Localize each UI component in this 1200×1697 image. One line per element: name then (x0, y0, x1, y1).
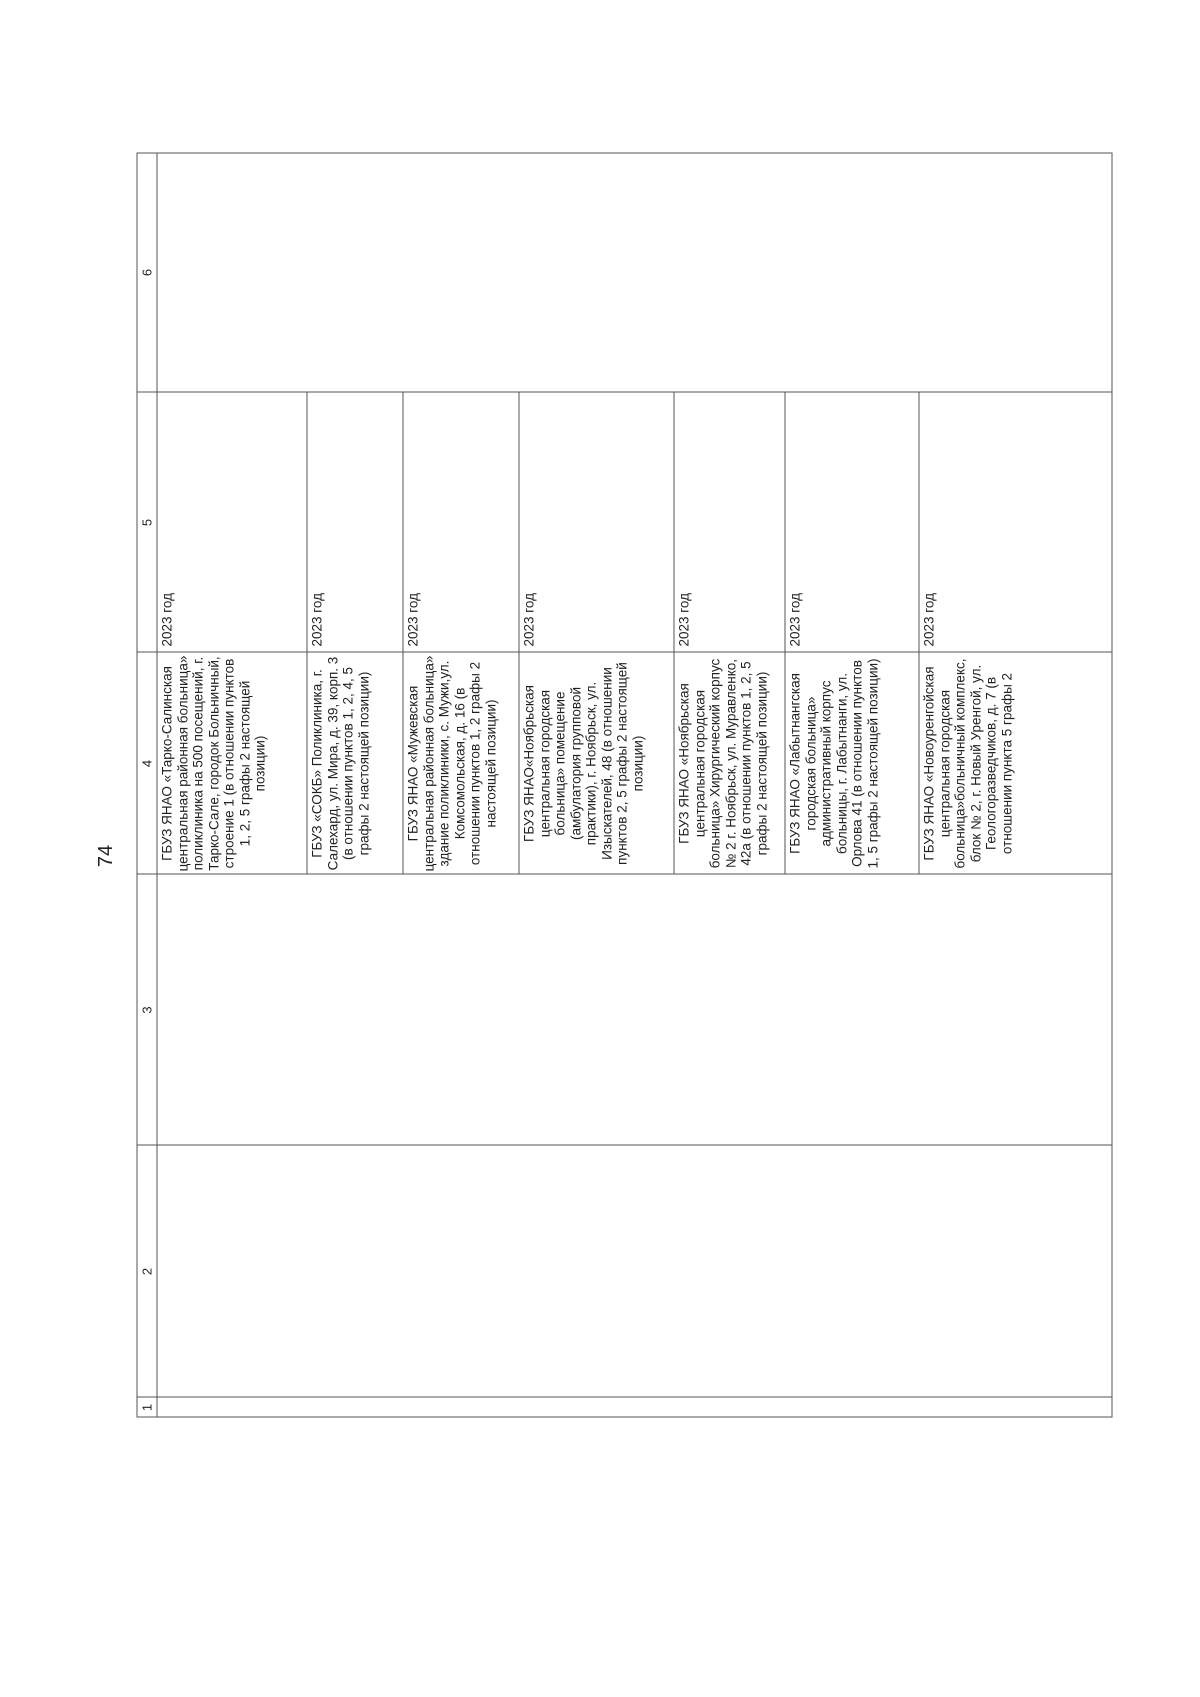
year-cell: 2023 год (521, 592, 536, 646)
place-cell: ГБУЗ ЯНАО «Ноябрьская центральная городская больница» Хирургический корпус № 2 г. Ноябрьск, ул. Муравленко, 42а (в отношении пунктов 1, 2, 5 графы 2 настоящей позиции) (676, 658, 769, 868)
page-number: 74 (95, 844, 117, 868)
column-number-2: 2 (139, 1267, 154, 1275)
place-cell: ГБУЗ ЯНАО«Ноябрьская центральная городская больница» помещение (амбулатория групповой практики), г. Ноябрьск, ул. Изыскателей, 48 (в отношении пунктов 2, 5 графы 2 настоящей позиции) (521, 661, 645, 865)
column-number-4: 4 (139, 759, 154, 767)
place-cell: ГБУЗ ЯНАО «Новоуренгойская центральная городская больница»больничный комплекс, блок № 2, г. Новый Уренгой, ул. Геологоразведчиков, д. 7 (в отношении пункта 5 графы 2 (921, 657, 1014, 869)
year-cell: 2023 год (676, 592, 691, 646)
place-cell: ГБУЗ ЯНАО «Тарко-Салинская центральная районная больница» поликлиника на 500 посещений, г. Тарко-Сале, городок Больничный, строение 1 (в отношении пунктов 1, 2, 5 графы 2 настоящей позиции) (159, 655, 267, 871)
column-number-3: 3 (139, 1005, 154, 1014)
year-cell: 2023 год (309, 592, 324, 646)
rotated-table (136, 152, 1112, 1417)
column-number-6: 6 (139, 268, 154, 276)
year-cell: 2023 год (787, 592, 802, 646)
year-cell: 2023 год (405, 592, 420, 646)
column-divider (136, 1144, 1112, 1145)
year-cell: 2023 год (921, 592, 936, 646)
column-divider (136, 1396, 1112, 1397)
place-cell: ГБУЗ «СОКБ» Поликлиника, г. Салехард, ул. Мира, д. 39, корп. 3 (в отношении пунктов 1, 2, 4, 5 графы 2 настоящей позиции) (309, 656, 371, 870)
year-cell: 2023 год (159, 592, 174, 646)
column-number-5: 5 (139, 518, 154, 526)
column-number-1: 1 (139, 1403, 154, 1411)
place-cell: ГБУЗ ЯНАО «Лабытнангская городская больница» административный корпус больницы, г. Лабытнанги, ул. Орлова 41 (в отношении пунктов 1, 5 графы 2 настоящей позиции) (787, 657, 880, 869)
place-cell: ГБУЗ ЯНАО «Мужевская центральная районная больница» здание поликлиники, с. Мужи,ул. Комсомольская, д. 16 (в отношении пунктов 1, 2 графы 2 настоящей позиции) (405, 655, 498, 871)
